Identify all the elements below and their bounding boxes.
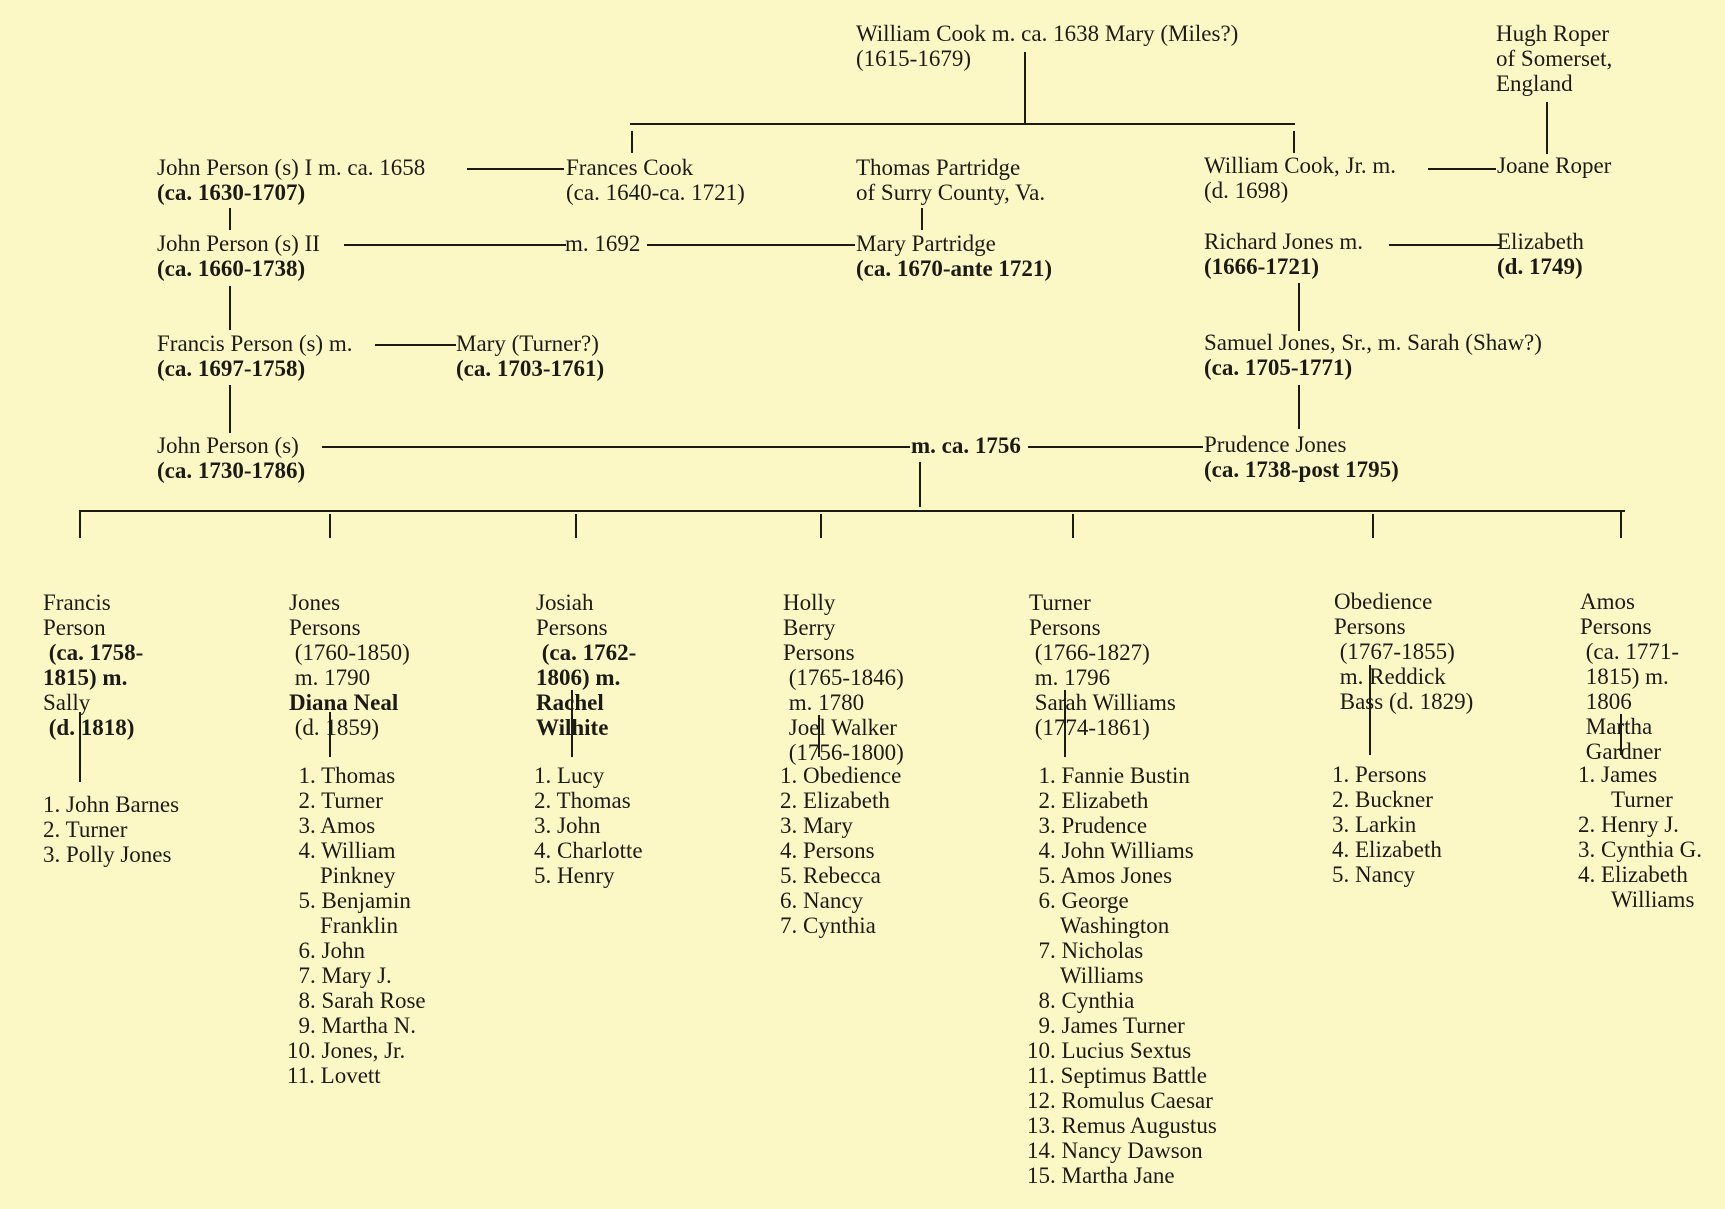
connector-line bbox=[919, 462, 921, 507]
grandchild-item: 1. Persons bbox=[1332, 762, 1427, 787]
grandchildren-list bbox=[780, 763, 901, 938]
connector-line bbox=[322, 446, 910, 448]
person-node-mary-turner: Mary (Turner?) (ca. 1703-1761) bbox=[456, 331, 605, 381]
grandchildren-list bbox=[287, 763, 426, 1088]
grandchild-item: 1. Fannie Bustin bbox=[1027, 763, 1190, 788]
grandchild-item-continued: Pinkney bbox=[320, 863, 396, 888]
person-node-john-person-1: John Person (s) I m. ca. 1658 (ca. 1630-1707) bbox=[157, 155, 426, 205]
grandchild-item-continued: Franklin bbox=[320, 913, 398, 938]
marriage-label-1692: m. 1692 bbox=[565, 231, 641, 256]
grandchild-item: 9. James Turner bbox=[1027, 1013, 1185, 1038]
grandchild-item: 13. Remus Augustus bbox=[1027, 1113, 1217, 1138]
marriage-label-1756: m. ca. 1756 bbox=[911, 433, 1021, 458]
grandchild-item: 6. John bbox=[287, 938, 365, 963]
person-node-john-person-2: John Person (s) II (ca. 1660-1738) bbox=[157, 231, 320, 281]
grandchild-item: 14. Nancy Dawson bbox=[1027, 1138, 1203, 1163]
connector-line bbox=[575, 514, 577, 538]
child-node-amos-persons: Amos Persons (ca. 1771- 1815) m. 1806 Martha Gardner bbox=[1580, 589, 1679, 764]
grandchild-item-continued: Turner bbox=[1611, 787, 1673, 812]
grandchild-item: 1. Obedience bbox=[780, 763, 902, 788]
connector-line bbox=[630, 123, 1295, 125]
grandchild-item: 2. Buckner bbox=[1332, 787, 1433, 812]
connector-line bbox=[1428, 168, 1496, 170]
connector-line bbox=[229, 385, 231, 433]
grandchild-item: 2. Thomas bbox=[534, 788, 631, 813]
person-node-frances-cook: Frances Cook (ca. 1640-ca. 1721) bbox=[566, 155, 745, 205]
person-node-joane-roper: Joane Roper bbox=[1497, 153, 1612, 178]
person-node-william-cook-jr: William Cook, Jr. m. (d. 1698) bbox=[1204, 153, 1397, 203]
grandchild-item: 4. William bbox=[287, 838, 396, 863]
connector-line bbox=[1072, 514, 1074, 538]
grandchild-item: 2. Elizabeth bbox=[1027, 788, 1149, 813]
connector-line bbox=[1372, 514, 1374, 538]
grandchild-item: 7. Cynthia bbox=[780, 913, 876, 938]
connector-line bbox=[647, 244, 855, 246]
grandchild-item: 8. Sarah Rose bbox=[287, 988, 426, 1013]
grandchild-item: 4. Charlotte bbox=[534, 838, 643, 863]
connector-line bbox=[375, 344, 456, 346]
grandchild-item: 5. Henry bbox=[534, 863, 615, 888]
connector-line bbox=[229, 208, 231, 230]
grandchild-item: 4. Elizabeth bbox=[1332, 837, 1442, 862]
grandchild-item: 1. Thomas bbox=[287, 763, 396, 788]
grandchild-item: 3. Amos bbox=[287, 813, 376, 838]
grandchild-item: 11. Lovett bbox=[287, 1063, 381, 1088]
connector-line bbox=[467, 168, 564, 170]
grandchildren-list bbox=[534, 763, 643, 888]
grandchild-item: 2. Henry J. bbox=[1578, 812, 1679, 837]
connector-line bbox=[1293, 131, 1295, 153]
grandchild-item: 7. Nicholas bbox=[1027, 938, 1144, 963]
grandchild-item: 8. Cynthia bbox=[1027, 988, 1135, 1013]
grandchild-item: 4. Persons bbox=[780, 838, 875, 863]
grandchild-item: 5. Amos Jones bbox=[1027, 863, 1173, 888]
connector-line bbox=[1546, 102, 1548, 154]
grandchild-item: 10. Lucius Sextus bbox=[1027, 1038, 1192, 1063]
grandchild-item: 5. Benjamin bbox=[287, 888, 411, 913]
person-node-francis-person-sr: Francis Person (s) m. (ca. 1697-1758) bbox=[157, 331, 353, 381]
connector-line bbox=[344, 244, 566, 246]
person-node-richard-jones: Richard Jones m. (1666-1721) bbox=[1204, 229, 1364, 279]
person-node-william-cook-sr: William Cook m. ca. 1638 Mary (Miles?) (1615-1679) bbox=[856, 21, 1239, 71]
grandchildren-list bbox=[1027, 763, 1217, 1188]
grandchild-item: 3. John bbox=[534, 813, 601, 838]
connector-line bbox=[229, 286, 231, 330]
connector-line bbox=[80, 510, 1625, 512]
grandchild-item: 3. Larkin bbox=[1332, 812, 1417, 837]
connector-line bbox=[1298, 385, 1300, 429]
grandchildren-list bbox=[1332, 762, 1442, 887]
grandchild-item: 3. Mary bbox=[780, 813, 853, 838]
grandchild-item: 15. Martha Jane bbox=[1027, 1163, 1175, 1188]
grandchild-item: 4. John Williams bbox=[1027, 838, 1194, 863]
grandchild-item: 7. Mary J. bbox=[287, 963, 392, 988]
grandchildren-list bbox=[43, 792, 179, 867]
connector-line bbox=[1298, 283, 1300, 331]
grandchild-item: 3. Prudence bbox=[1027, 813, 1148, 838]
connector-line bbox=[820, 514, 822, 538]
child-node-jones-persons: Jones Persons (1760-1850) m. 1790 Diana Neal (d. 1859) bbox=[289, 590, 410, 740]
grandchild-item: 10. Jones, Jr. bbox=[287, 1038, 406, 1063]
grandchild-item-continued: Williams bbox=[1060, 963, 1144, 988]
grandchild-item: 6. Nancy bbox=[780, 888, 864, 913]
person-node-mary-partridge: Mary Partridge (ca. 1670-ante 1721) bbox=[856, 231, 1053, 281]
child-node-obedience-persons: Obedience Persons (1767-1855) m. Reddick Bass (d. 1829) bbox=[1334, 589, 1474, 714]
connector-line bbox=[1389, 244, 1500, 246]
child-node-holly-berry-persons: Holly Berry Persons (1765-1846) m. 1780 Joel Walker (1756-1800) bbox=[783, 590, 904, 765]
grandchild-item: 2. Turner bbox=[287, 788, 383, 813]
person-node-samuel-jones: Samuel Jones, Sr., m. Sarah (Shaw?) (ca. 1705-1771) bbox=[1204, 330, 1542, 380]
grandchild-item: 1. John Barnes bbox=[43, 792, 180, 817]
connector-line bbox=[1620, 510, 1622, 538]
connector-line bbox=[921, 208, 923, 230]
grandchildren-list bbox=[1578, 762, 1702, 912]
person-node-john-person-3: John Person (s) (ca. 1730-1786) bbox=[157, 433, 306, 483]
grandchild-item: 3. Polly Jones bbox=[43, 842, 172, 867]
grandchild-item: 2. Elizabeth bbox=[780, 788, 890, 813]
grandchild-item: 6. George bbox=[1027, 888, 1129, 913]
grandchild-item: 2. Turner bbox=[43, 817, 128, 842]
person-node-elizabeth: Elizabeth (d. 1749) bbox=[1497, 229, 1584, 279]
grandchild-item: 1. James bbox=[1578, 762, 1658, 787]
grandchild-item-continued: Williams bbox=[1611, 887, 1695, 912]
grandchild-item: 3. Cynthia G. bbox=[1578, 837, 1702, 862]
connector-line bbox=[329, 514, 331, 538]
child-node-josiah-persons: Josiah Persons (ca. 1762- 1806) m. Rachel Wilhite bbox=[536, 590, 637, 740]
grandchild-item: 5. Nancy bbox=[1332, 862, 1416, 887]
grandchild-item: 11. Septimus Battle bbox=[1027, 1063, 1207, 1088]
connector-line bbox=[1028, 446, 1203, 448]
person-node-thomas-partridge: Thomas Partridge of Surry County, Va. bbox=[856, 155, 1046, 205]
grandchild-item-continued: Washington bbox=[1060, 913, 1170, 938]
grandchild-item: 12. Romulus Caesar bbox=[1027, 1088, 1213, 1113]
connector-line bbox=[631, 131, 633, 153]
grandchild-item: 9. Martha N. bbox=[287, 1013, 417, 1038]
connector-line bbox=[79, 510, 81, 538]
grandchild-item: 4. Elizabeth bbox=[1578, 862, 1688, 887]
person-node-prudence-jones: Prudence Jones (ca. 1738-post 1795) bbox=[1204, 432, 1399, 482]
child-node-francis-person: Francis Person (ca. 1758- 1815) m. Sally (d. 1818) bbox=[43, 590, 144, 740]
grandchild-item: 5. Rebecca bbox=[780, 863, 881, 888]
child-node-turner-persons: Turner Persons (1766-1827) m. 1796 Sarah Williams (1774-1861) bbox=[1029, 590, 1176, 740]
grandchild-item: 1. Lucy bbox=[534, 763, 605, 788]
person-node-hugh-roper: Hugh Roper of Somerset, England bbox=[1496, 21, 1613, 96]
